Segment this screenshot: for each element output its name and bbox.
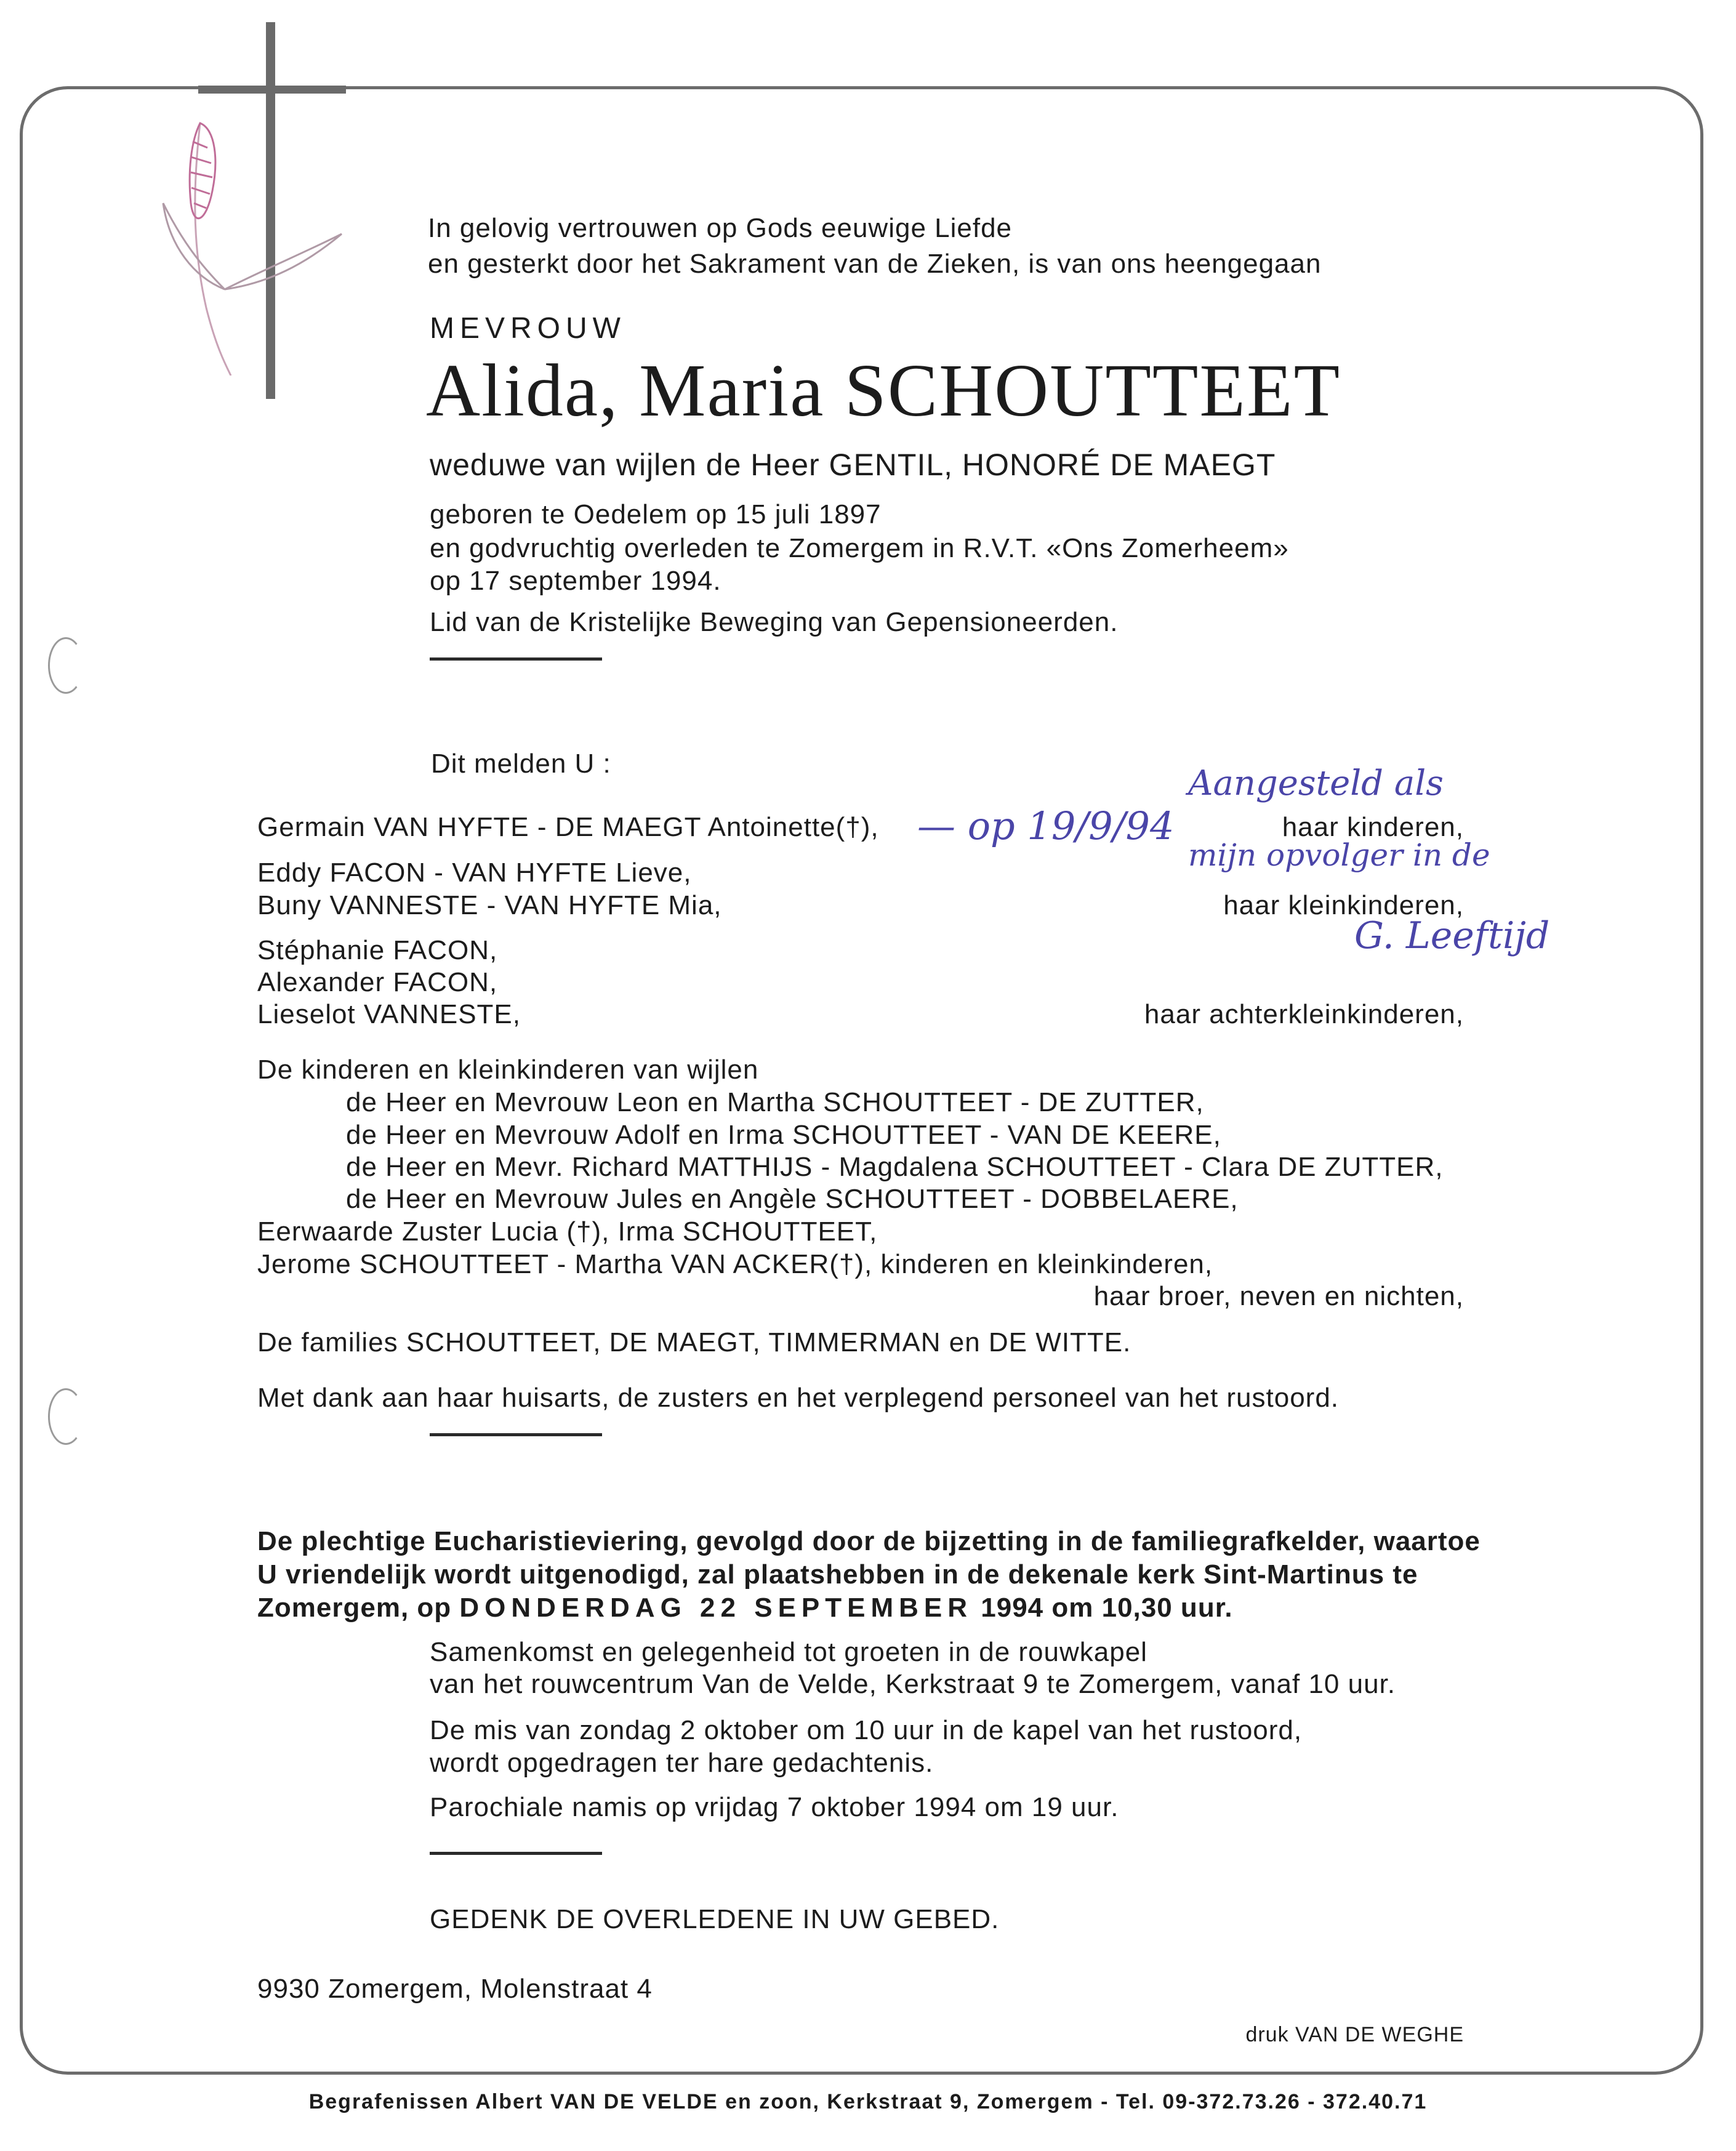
handwritten-signature: G. Leeftijd: [1354, 914, 1550, 957]
kin-line: de Heer en Mevrouw Jules en Angèle SCHOUTTEET - DOBBELAERE,: [346, 1184, 1239, 1214]
membership: Lid van de Kristelijke Beweging van Gepensioneerden.: [430, 607, 1119, 637]
great-grandchildren-role: haar achterkleinkinderen,: [1144, 999, 1464, 1029]
service-line: Zomergem, op DONDERDAG 22 SEPTEMBER 1994 om 10,30 uur.: [257, 1593, 1233, 1623]
widow-of: weduwe van wijlen de Heer GENTIL, HONORÉ DE MAEGT: [430, 448, 1276, 482]
children-role: haar kinderen,: [1282, 812, 1464, 842]
grandchild-line: Buny VANNESTE - VAN HYFTE Mia,: [257, 890, 722, 920]
kin-line: de Heer en Mevr. Richard MATTHIJS - Magdalena SCHOUTTEET - Clara DE ZUTTER,: [346, 1152, 1444, 1182]
died-line: en godvruchtig overleden te Zomergem in R.V.T. «Ons Zomerheem»: [430, 533, 1289, 563]
funeral-home-footer: Begrafenissen Albert VAN DE VELDE en zoon, Kerkstraat 9, Zomergem - Tel. 09-372.73.26 - 372.40.71: [308, 2090, 1428, 2113]
announce-heading: Dit melden U :: [431, 749, 611, 779]
grandchild-line: Eddy FACON - VAN HYFTE Lieve,: [257, 858, 692, 888]
children-line: Germain VAN HYFTE - DE MAEGT Antoinette(†),: [257, 812, 879, 842]
gathering-line: van het rouwcentrum Van de Velde, Kerkstraat 9 te Zomergem, vanaf 10 uur.: [430, 1669, 1396, 1699]
service-line: U vriendelijk wordt uitgenodigd, zal plaatshebben in de dekenale kerk Sint-Martinus te: [257, 1559, 1418, 1590]
thanks-line: Met dank aan haar huisarts, de zusters en het verplegend personeel van het rustoord.: [257, 1383, 1340, 1413]
gathering-line: Samenkomst en gelegenheid tot groeten in de rouwkapel: [430, 1637, 1147, 1667]
handwritten-note: Aangesteld als: [1188, 763, 1444, 803]
deceased-title: MEVROUW: [430, 312, 626, 345]
service-day: DONDERDAG 22 SEPTEMBER: [459, 1593, 973, 1623]
kin-line: de Heer en Mevrouw Adolf en Irma SCHOUTTEET - VAN DE KEERE,: [346, 1120, 1221, 1150]
brother-line: Jerome SCHOUTTEET - Martha VAN ACKER(†), kinderen en kleinkinderen,: [257, 1249, 1213, 1279]
handwritten-note: mijn opvolger in de: [1188, 837, 1490, 873]
mass-line: De mis van zondag 2 oktober om 10 uur in de kapel van het rustoord,: [430, 1715, 1303, 1745]
service-line: De plechtige Eucharistieviering, gevolgd door de bijzetting in de familiegrafkelder, waartoe: [257, 1526, 1481, 1556]
death-date: op 17 september 1994.: [430, 566, 721, 596]
prayer-line: GEDENK DE OVERLEDENE IN UW GEBED.: [430, 1904, 1000, 1934]
intro-line: In gelovig vertrouwen op Gods eeuwige Liefde: [428, 213, 1013, 243]
sister-line: Eerwaarde Zuster Lucia (†), Irma SCHOUTTEET,: [257, 1216, 878, 1247]
great-grandchild-line: Alexander FACON,: [257, 967, 498, 997]
address: 9930 Zomergem, Molenstraat 4: [257, 1974, 653, 2004]
punch-hole-icon: [48, 1388, 84, 1445]
kin-line: de Heer en Mevrouw Leon en Martha SCHOUTTEET - DE ZUTTER,: [346, 1087, 1204, 1117]
mass-line: wordt opgedragen ter hare gedachtenis.: [430, 1748, 934, 1778]
intro-line: en gesterkt door het Sakrament van de Zieken, is van ons heengegaan: [428, 249, 1322, 279]
great-grandchild-line: Lieselot VANNESTE,: [257, 999, 521, 1029]
parish-line: Parochiale namis op vrijdag 7 oktober 1994 om 19 uur.: [430, 1792, 1119, 1822]
wheat-icon: [157, 105, 348, 376]
divider: [430, 657, 602, 661]
families-line: De families SCHOUTTEET, DE MAEGT, TIMMERMAN en DE WITTE.: [257, 1327, 1131, 1357]
born-line: geboren te Oedelem op 15 juli 1897: [430, 499, 882, 529]
siblings-role: haar broer, neven en nichten,: [1093, 1281, 1464, 1311]
kin-intro: De kinderen en kleinkinderen van wijlen: [257, 1055, 759, 1085]
punch-hole-icon: [48, 637, 84, 694]
grandchildren-role: haar kleinkinderen,: [1223, 890, 1464, 920]
handwritten-date: — op 19/9/94: [917, 803, 1175, 848]
deceased-name: Alida, Maria SCHOUTTEET: [426, 349, 1341, 432]
divider: [430, 1852, 602, 1855]
cross-arm: [198, 86, 346, 94]
great-grandchild-line: Stéphanie FACON,: [257, 935, 498, 965]
divider: [430, 1433, 602, 1436]
printer: druk VAN DE WEGHE: [1245, 2023, 1464, 2046]
